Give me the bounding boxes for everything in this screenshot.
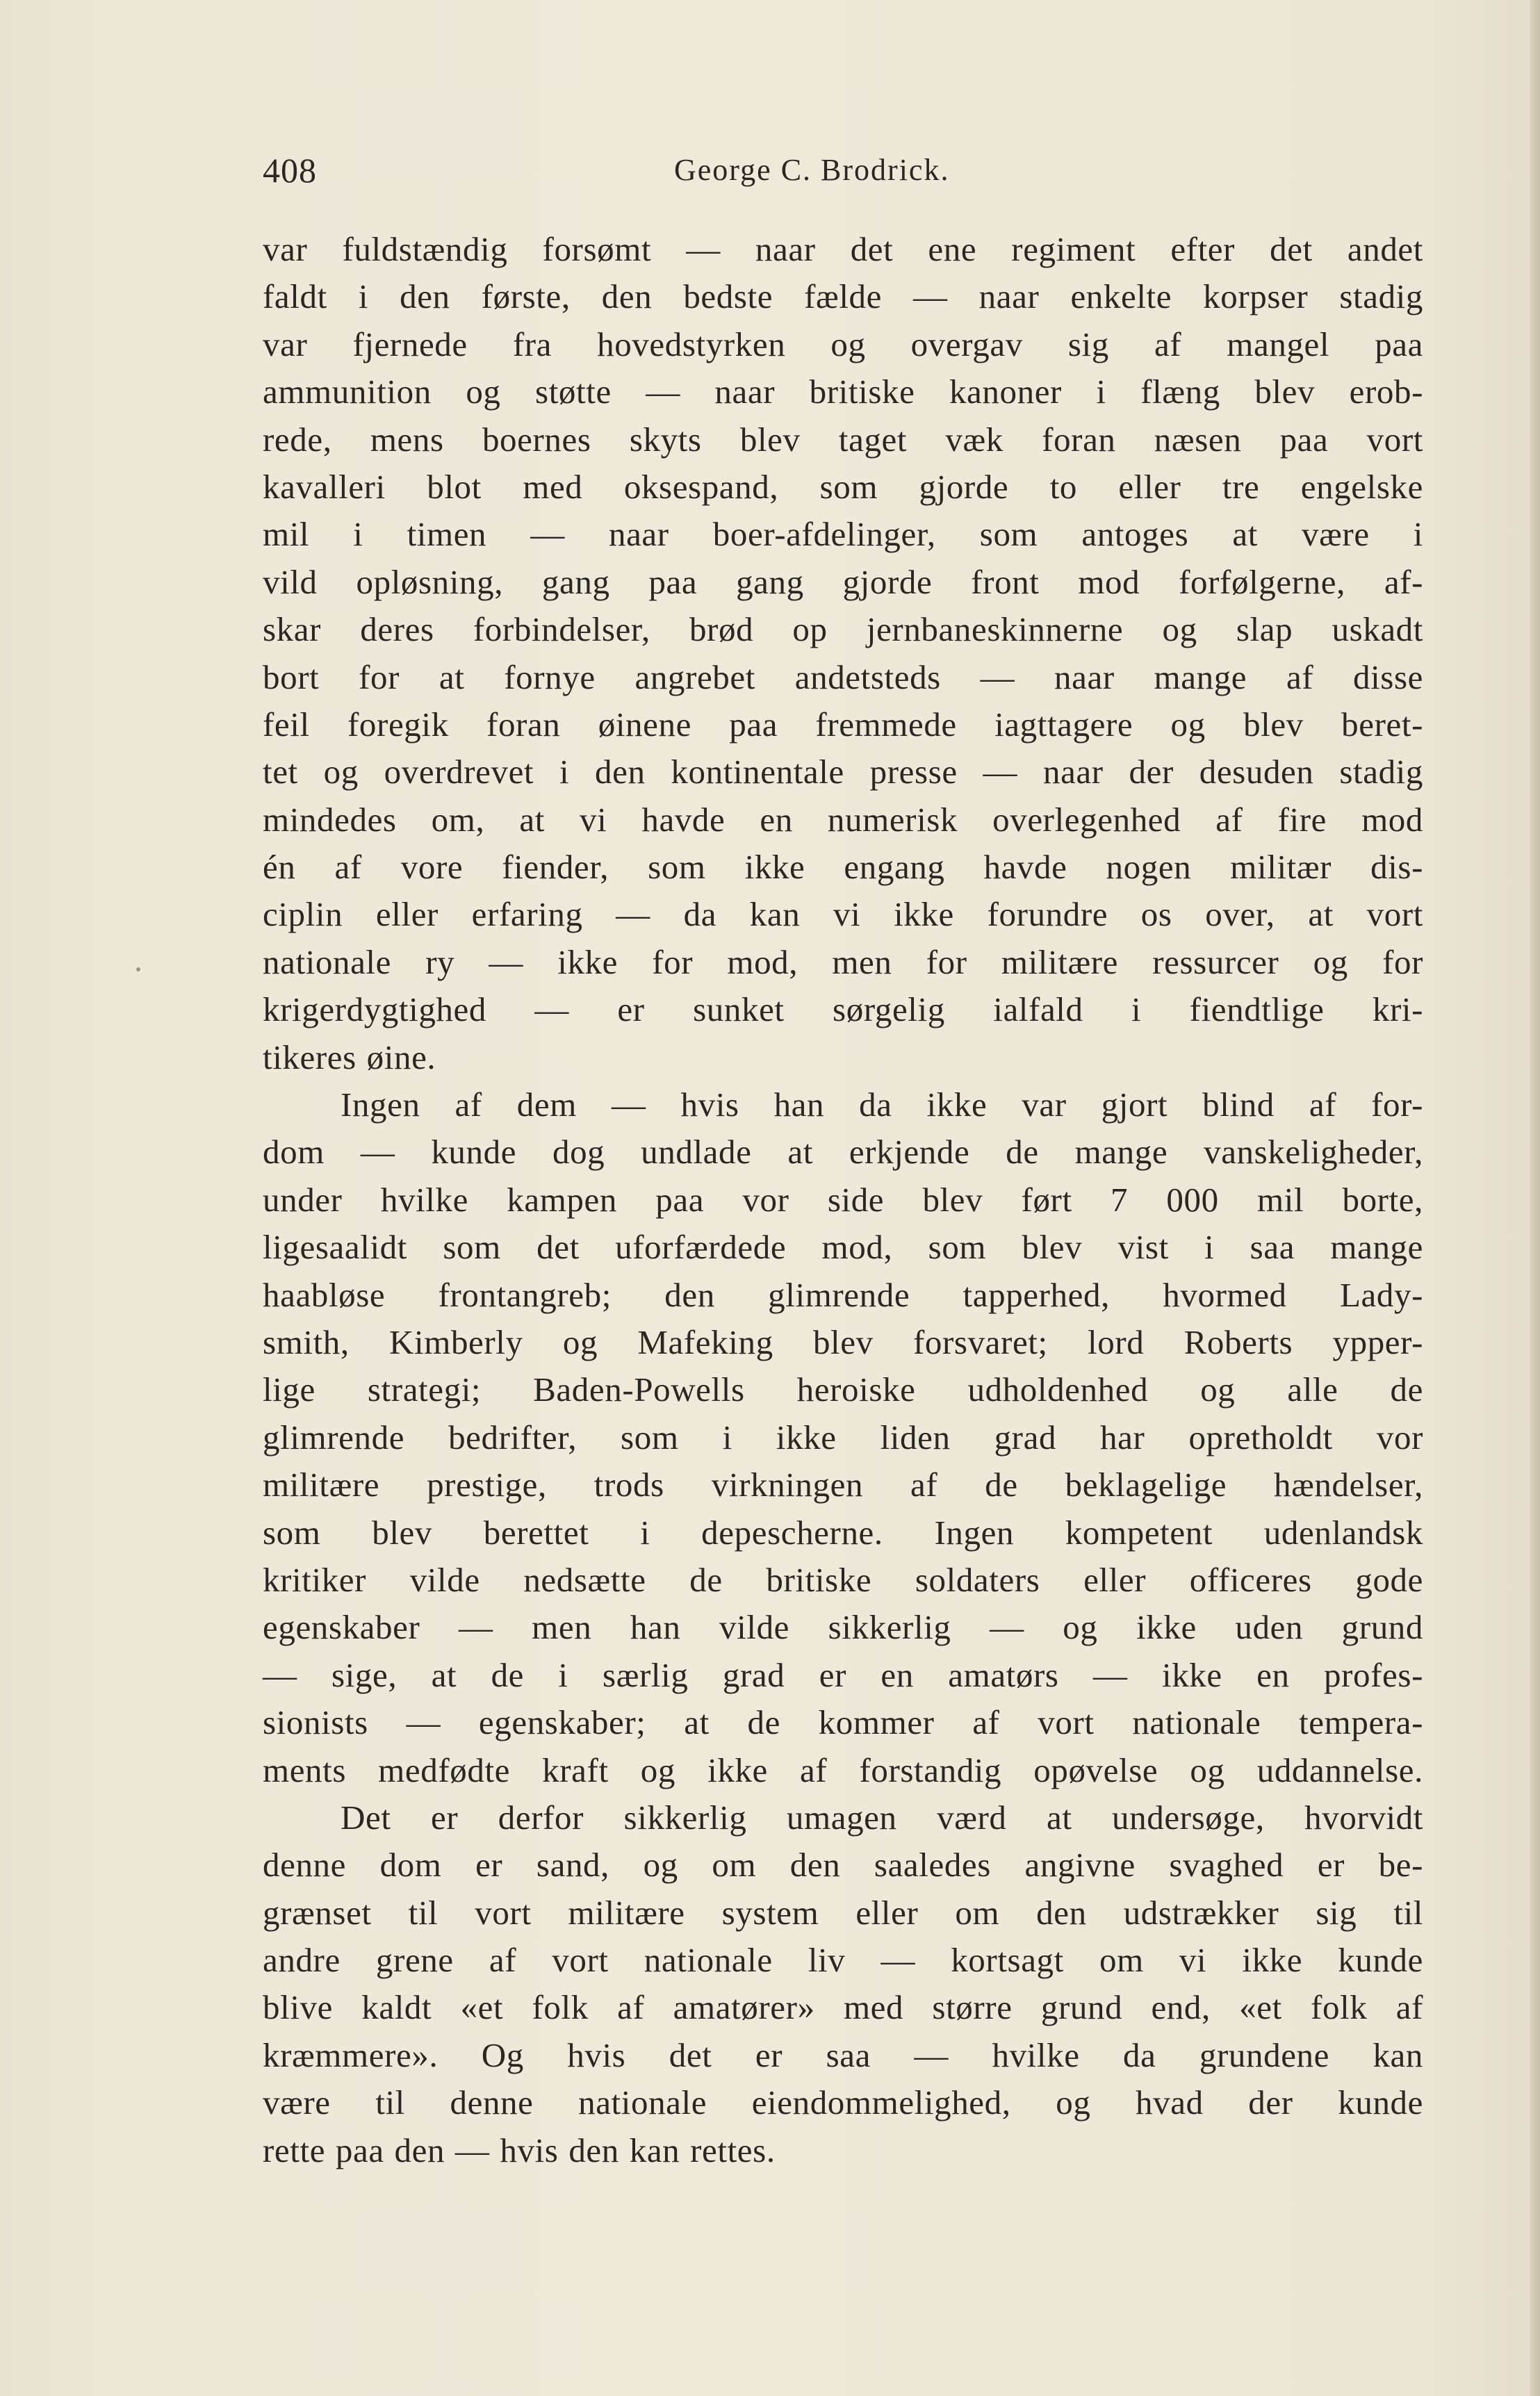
paragraph-start-line: Ingen af dem — hvis han da ikke var gjort blind af for- [341, 1085, 1423, 1124]
text-line: egenskaber — men han vilde sikkerlig — og ikke uden grund [263, 1608, 1423, 1647]
text-line: tet og overdrevet i den kontinentale presse — naar der desuden stadig [263, 753, 1423, 791]
text-line: smith, Kimberly og Mafeking blev forsvaret; lord Roberts ypper- [263, 1322, 1423, 1361]
text-line: ligesaalidt som det uforfærdede mod, som blev vist i saa mange [263, 1228, 1423, 1267]
text-line: var fuldstændig forsømt — naar det ene regiment efter det andet [263, 230, 1423, 268]
paragraph-start-line: Det er derfor sikkerlig umagen værd at undersøge, hvorvidt [341, 1798, 1423, 1837]
paragraph-end-line: ments medfødte kraft og ikke af forstandig opøvelse og uddannelse. [263, 1750, 1423, 1789]
text-line: kavalleri blot med oksespand, som gjorde to eller tre engelske [263, 467, 1423, 506]
text-line: rede, mens boernes skyts blev taget væk foran næsen paa vort [263, 420, 1423, 459]
text-line: var fjernede fra hovedstyrken og overgav sig af mangel paa [263, 325, 1423, 363]
text-line: sionists — egenskaber; at de kommer af vort nationale tempera- [263, 1703, 1423, 1742]
text-line: krigerdygtighed — er sunket sørgelig ialfald i fiendtlige kri- [263, 990, 1423, 1029]
text-line: nationale ry — ikke for mod, men for militære ressurcer og for [263, 942, 1423, 981]
text-line: skar deres forbindelser, brød op jernbaneskinnerne og slap uskadt [263, 610, 1423, 649]
text-line: ammunition og støtte — naar britiske kanoner i flæng blev erob- [263, 372, 1423, 411]
text-line: være til denne nationale eiendommelighed, og hvad der kunde [263, 2083, 1423, 2122]
text-line: under hvilke kampen paa vor side blev ført 7 000 mil borte, [263, 1180, 1423, 1219]
paper-speck [136, 967, 140, 971]
text-line: lige strategi; Baden-Powells heroiske udholdenhed og alle de [263, 1370, 1423, 1409]
page-edge-shadow [1530, 0, 1540, 2396]
paragraph-end-line: tikeres øine. [263, 1037, 436, 1076]
text-line: mindedes om, at vi havde en numerisk overlegenhed af fire mod [263, 800, 1423, 839]
paragraph-end-line: rette paa den — hvis den kan rettes. [263, 2131, 776, 2169]
page-number: 408 [263, 151, 317, 190]
text-line: blive kaldt «et folk af amatører» med større grund end, «et folk af [263, 1988, 1423, 2027]
text-line: denne dom er sand, og om den saaledes angivne svaghed er be- [263, 1846, 1423, 1885]
text-line: andre grene af vort nationale liv — kortsagt om vi ikke kunde [263, 1941, 1423, 1980]
text-line: som blev berettet i depescherne. Ingen kompetent udenlandsk [263, 1513, 1423, 1552]
text-line: haabløse frontangreb; den glimrende tapperhed, hvormed Lady- [263, 1275, 1423, 1314]
text-line: grænset til vort militære system eller om den udstrækker sig til [263, 1893, 1423, 1932]
text-line: ciplin eller erfaring — da kan vi ikke forundre os over, at vort [263, 895, 1423, 934]
text-line: dom — kunde dog undlade at erkjende de mange vanskeligheder, [263, 1133, 1423, 1172]
text-line: — sige, at de i særlig grad er en amatørs — ikke en profes- [263, 1655, 1423, 1694]
text-line: én af vore fiender, som ikke engang havde nogen militær dis- [263, 848, 1423, 887]
text-line: feil foregik foran øinene paa fremmede iagttagere og blev beret- [263, 705, 1423, 744]
text-line: faldt i den første, den bedste fælde — naar enkelte korpser stadig [263, 277, 1423, 316]
text-line: kræmmere». Og hvis det er saa — hvilke da grundene kan [263, 2035, 1423, 2074]
text-line: vild opløsning, gang paa gang gjorde front mod forfølgerne, af- [263, 562, 1423, 601]
page-header [263, 146, 1423, 195]
text-line: militære prestige, trods virkningen af de beklagelige hændelser, [263, 1466, 1423, 1504]
body-text [263, 226, 1423, 2174]
running-head: George C. Brodrick. [674, 153, 950, 187]
text-line: mil i timen — naar boer-afdelinger, som antoges at være i [263, 515, 1423, 554]
text-line: kritiker vilde nedsætte de britiske soldaters eller officeres gode [263, 1560, 1423, 1599]
text-line: bort for at fornye angrebet andetsteds — naar mange af disse [263, 657, 1423, 696]
text-line: glimrende bedrifter, som i ikke liden grad har opretholdt vor [263, 1418, 1423, 1457]
